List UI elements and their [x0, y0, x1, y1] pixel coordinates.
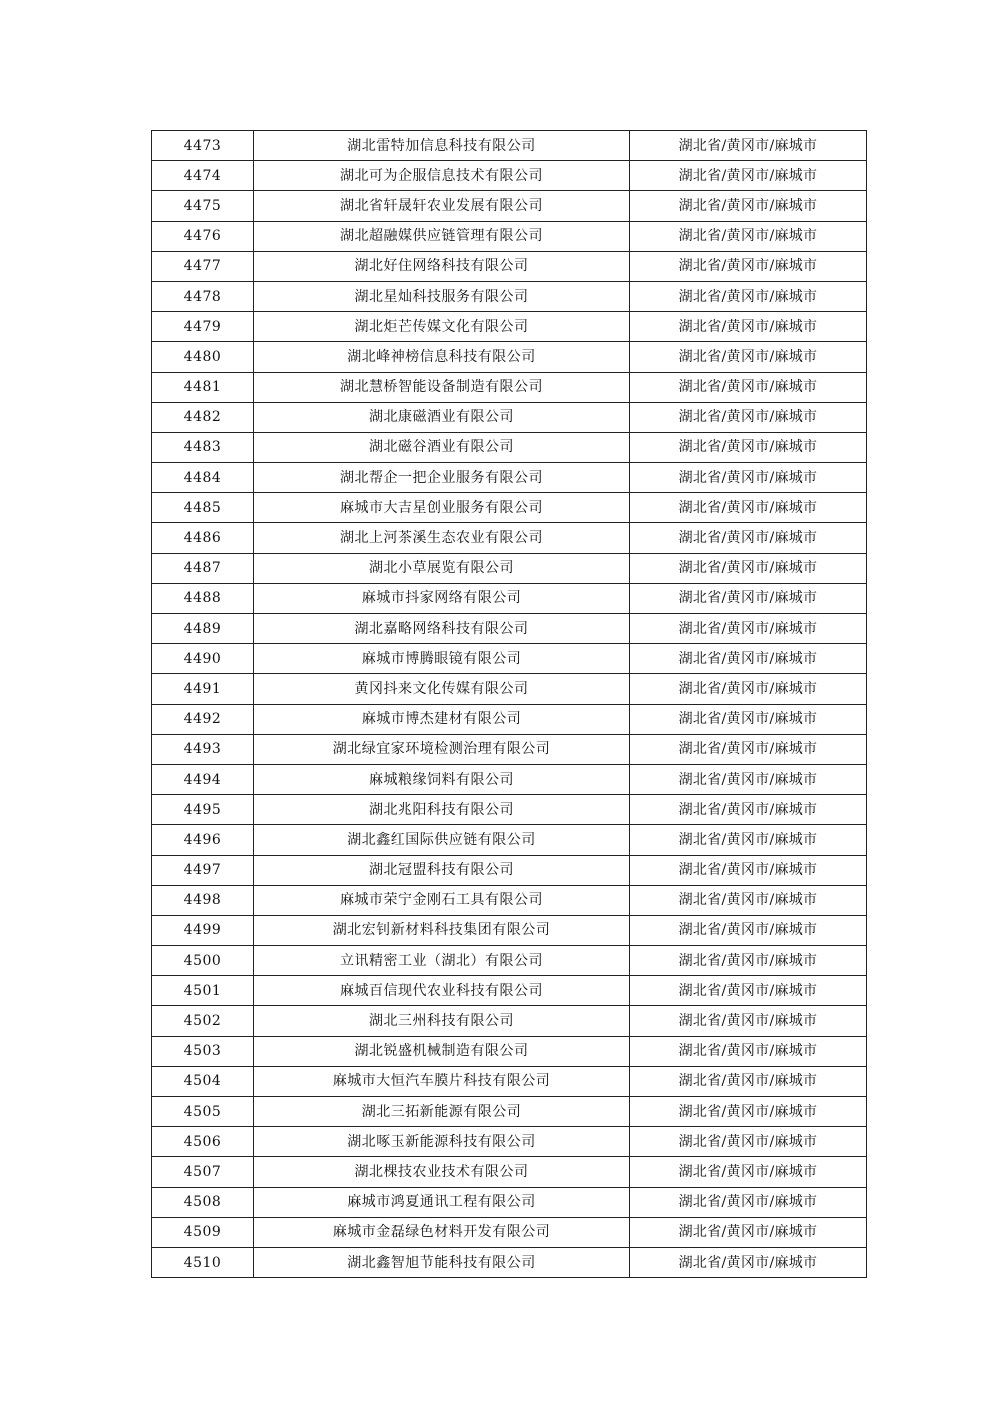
- company-region: 湖北省/黄冈市/麻城市: [630, 614, 867, 644]
- table-row: [152, 161, 867, 191]
- table-row: [152, 915, 867, 945]
- table-row: [152, 825, 867, 855]
- company-name: 湖北慧桥智能设备制造有限公司: [254, 372, 630, 402]
- company-name: 湖北好住网络科技有限公司: [254, 251, 630, 281]
- company-name: 麻城市抖家网络有限公司: [254, 583, 630, 613]
- row-number: 4496: [152, 825, 254, 855]
- row-number: 4481: [152, 372, 254, 402]
- company-region: 湖北省/黄冈市/麻城市: [630, 372, 867, 402]
- company-name: 麻城市博杰建材有限公司: [254, 704, 630, 734]
- row-number: 4507: [152, 1157, 254, 1187]
- document-page: [151, 130, 866, 1278]
- company-region: 湖北省/黄冈市/麻城市: [630, 976, 867, 1006]
- table-row: [152, 1247, 867, 1277]
- table-row: [152, 553, 867, 583]
- company-name: 湖北帮企一把企业服务有限公司: [254, 463, 630, 493]
- table-row: [152, 734, 867, 764]
- company-name: 湖北磁谷酒业有限公司: [254, 432, 630, 462]
- company-name: 麻城百信现代农业科技有限公司: [254, 976, 630, 1006]
- company-name: 湖北峰神榜信息科技有限公司: [254, 342, 630, 372]
- company-name: 黄冈抖来文化传媒有限公司: [254, 674, 630, 704]
- company-region: 湖北省/黄冈市/麻城市: [630, 251, 867, 281]
- table-row: [152, 342, 867, 372]
- company-region: 湖北省/黄冈市/麻城市: [630, 432, 867, 462]
- row-number: 4503: [152, 1036, 254, 1066]
- company-region: 湖北省/黄冈市/麻城市: [630, 1217, 867, 1247]
- row-number: 4485: [152, 493, 254, 523]
- row-number: 4483: [152, 432, 254, 462]
- company-name: 麻城市大吉星创业服务有限公司: [254, 493, 630, 523]
- table-row: [152, 1157, 867, 1187]
- company-name: 湖北鑫红国际供应链有限公司: [254, 825, 630, 855]
- company-region: 湖北省/黄冈市/麻城市: [630, 1247, 867, 1277]
- table-row: [152, 402, 867, 432]
- row-number: 4501: [152, 976, 254, 1006]
- company-name: 湖北鑫智旭节能科技有限公司: [254, 1247, 630, 1277]
- table-row: [152, 1066, 867, 1096]
- company-name: 湖北嘉略网络科技有限公司: [254, 614, 630, 644]
- row-number: 4478: [152, 281, 254, 311]
- table-row: [152, 463, 867, 493]
- row-number: 4488: [152, 583, 254, 613]
- table-row: [152, 1217, 867, 1247]
- table-row: [152, 764, 867, 794]
- company-region: 湖北省/黄冈市/麻城市: [630, 1127, 867, 1157]
- table-row: [152, 946, 867, 976]
- company-region: 湖北省/黄冈市/麻城市: [630, 644, 867, 674]
- row-number: 4510: [152, 1247, 254, 1277]
- company-region: 湖北省/黄冈市/麻城市: [630, 1036, 867, 1066]
- company-name: 湖北绿宜家环境检测治理有限公司: [254, 734, 630, 764]
- table-row: [152, 644, 867, 674]
- row-number: 4493: [152, 734, 254, 764]
- table-row: [152, 432, 867, 462]
- row-number: 4489: [152, 614, 254, 644]
- table-row: [152, 704, 867, 734]
- row-number: 4476: [152, 221, 254, 251]
- table-row: [152, 221, 867, 251]
- company-region: 湖北省/黄冈市/麻城市: [630, 795, 867, 825]
- company-name: 湖北康磁酒业有限公司: [254, 402, 630, 432]
- row-number: 4479: [152, 312, 254, 342]
- row-number: 4494: [152, 764, 254, 794]
- company-region: 湖北省/黄冈市/麻城市: [630, 855, 867, 885]
- table-row: [152, 1006, 867, 1036]
- company-region: 湖北省/黄冈市/麻城市: [630, 523, 867, 553]
- table-row: [152, 493, 867, 523]
- row-number: 4506: [152, 1127, 254, 1157]
- company-name: 湖北可为企服信息技术有限公司: [254, 161, 630, 191]
- company-region: 湖北省/黄冈市/麻城市: [630, 402, 867, 432]
- table-row: [152, 523, 867, 553]
- table-row: [152, 1127, 867, 1157]
- company-region: 湖北省/黄冈市/麻城市: [630, 825, 867, 855]
- row-number: 4492: [152, 704, 254, 734]
- row-number: 4509: [152, 1217, 254, 1247]
- row-number: 4505: [152, 1097, 254, 1127]
- table-row: [152, 191, 867, 221]
- company-name: 湖北棵技农业技术有限公司: [254, 1157, 630, 1187]
- table-row: [152, 674, 867, 704]
- company-name: 湖北三州科技有限公司: [254, 1006, 630, 1036]
- row-number: 4480: [152, 342, 254, 372]
- company-name: 湖北星灿科技服务有限公司: [254, 281, 630, 311]
- row-number: 4508: [152, 1187, 254, 1217]
- table-row: [152, 795, 867, 825]
- company-name: 湖北锐盛机械制造有限公司: [254, 1036, 630, 1066]
- company-name: 湖北啄玉新能源科技有限公司: [254, 1127, 630, 1157]
- table-row: [152, 855, 867, 885]
- company-region: 湖北省/黄冈市/麻城市: [630, 734, 867, 764]
- table-row: [152, 1036, 867, 1066]
- company-region: 湖北省/黄冈市/麻城市: [630, 946, 867, 976]
- row-number: 4482: [152, 402, 254, 432]
- company-name: 湖北省轩晟轩农业发展有限公司: [254, 191, 630, 221]
- row-number: 4473: [152, 131, 254, 161]
- company-region: 湖北省/黄冈市/麻城市: [630, 1157, 867, 1187]
- company-name: 麻城市大恒汽车膜片科技有限公司: [254, 1066, 630, 1096]
- table-row: [152, 312, 867, 342]
- company-region: 湖北省/黄冈市/麻城市: [630, 161, 867, 191]
- company-region: 湖北省/黄冈市/麻城市: [630, 1006, 867, 1036]
- table-row: [152, 1097, 867, 1127]
- table-row: [152, 281, 867, 311]
- row-number: 4504: [152, 1066, 254, 1096]
- company-name: 湖北上河茶溪生态农业有限公司: [254, 523, 630, 553]
- company-region: 湖北省/黄冈市/麻城市: [630, 583, 867, 613]
- row-number: 4477: [152, 251, 254, 281]
- row-number: 4490: [152, 644, 254, 674]
- table-row: [152, 1187, 867, 1217]
- table-body: [152, 131, 867, 1278]
- row-number: 4499: [152, 915, 254, 945]
- company-region: 湖北省/黄冈市/麻城市: [630, 553, 867, 583]
- company-region: 湖北省/黄冈市/麻城市: [630, 674, 867, 704]
- row-number: 4497: [152, 855, 254, 885]
- company-name: 湖北三拓新能源有限公司: [254, 1097, 630, 1127]
- company-region: 湖北省/黄冈市/麻城市: [630, 131, 867, 161]
- table-row: [152, 372, 867, 402]
- table-row: [152, 583, 867, 613]
- company-region: 湖北省/黄冈市/麻城市: [630, 221, 867, 251]
- company-name: 麻城粮缘饲料有限公司: [254, 764, 630, 794]
- company-name: 麻城市博腾眼镜有限公司: [254, 644, 630, 674]
- company-region: 湖北省/黄冈市/麻城市: [630, 915, 867, 945]
- company-region: 湖北省/黄冈市/麻城市: [630, 463, 867, 493]
- row-number: 4487: [152, 553, 254, 583]
- table-row: [152, 131, 867, 161]
- row-number: 4491: [152, 674, 254, 704]
- company-region: 湖北省/黄冈市/麻城市: [630, 191, 867, 221]
- company-region: 湖北省/黄冈市/麻城市: [630, 764, 867, 794]
- company-name: 立讯精密工业（湖北）有限公司: [254, 946, 630, 976]
- row-number: 4500: [152, 946, 254, 976]
- row-number: 4475: [152, 191, 254, 221]
- company-region: 湖北省/黄冈市/麻城市: [630, 312, 867, 342]
- company-name: 湖北宏钊新材料科技集团有限公司: [254, 915, 630, 945]
- company-name: 麻城市鸿夏通讯工程有限公司: [254, 1187, 630, 1217]
- company-region: 湖北省/黄冈市/麻城市: [630, 704, 867, 734]
- company-name: 湖北兆阳科技有限公司: [254, 795, 630, 825]
- company-name: 湖北小草展览有限公司: [254, 553, 630, 583]
- company-region: 湖北省/黄冈市/麻城市: [630, 342, 867, 372]
- table-row: [152, 885, 867, 915]
- company-region: 湖北省/黄冈市/麻城市: [630, 1187, 867, 1217]
- row-number: 4502: [152, 1006, 254, 1036]
- company-name: 湖北超融媒供应链管理有限公司: [254, 221, 630, 251]
- company-region: 湖北省/黄冈市/麻城市: [630, 493, 867, 523]
- company-list-table: [151, 130, 867, 1278]
- company-name: 湖北炬芒传媒文化有限公司: [254, 312, 630, 342]
- company-region: 湖北省/黄冈市/麻城市: [630, 885, 867, 915]
- row-number: 4484: [152, 463, 254, 493]
- table-row: [152, 976, 867, 1006]
- row-number: 4498: [152, 885, 254, 915]
- company-region: 湖北省/黄冈市/麻城市: [630, 281, 867, 311]
- company-name: 湖北雷特加信息科技有限公司: [254, 131, 630, 161]
- row-number: 4474: [152, 161, 254, 191]
- company-name: 麻城市金磊绿色材料开发有限公司: [254, 1217, 630, 1247]
- table-row: [152, 251, 867, 281]
- company-region: 湖北省/黄冈市/麻城市: [630, 1066, 867, 1096]
- row-number: 4486: [152, 523, 254, 553]
- company-region: 湖北省/黄冈市/麻城市: [630, 1097, 867, 1127]
- company-name: 麻城市荣宁金刚石工具有限公司: [254, 885, 630, 915]
- row-number: 4495: [152, 795, 254, 825]
- company-name: 湖北冠盟科技有限公司: [254, 855, 630, 885]
- table-row: [152, 614, 867, 644]
